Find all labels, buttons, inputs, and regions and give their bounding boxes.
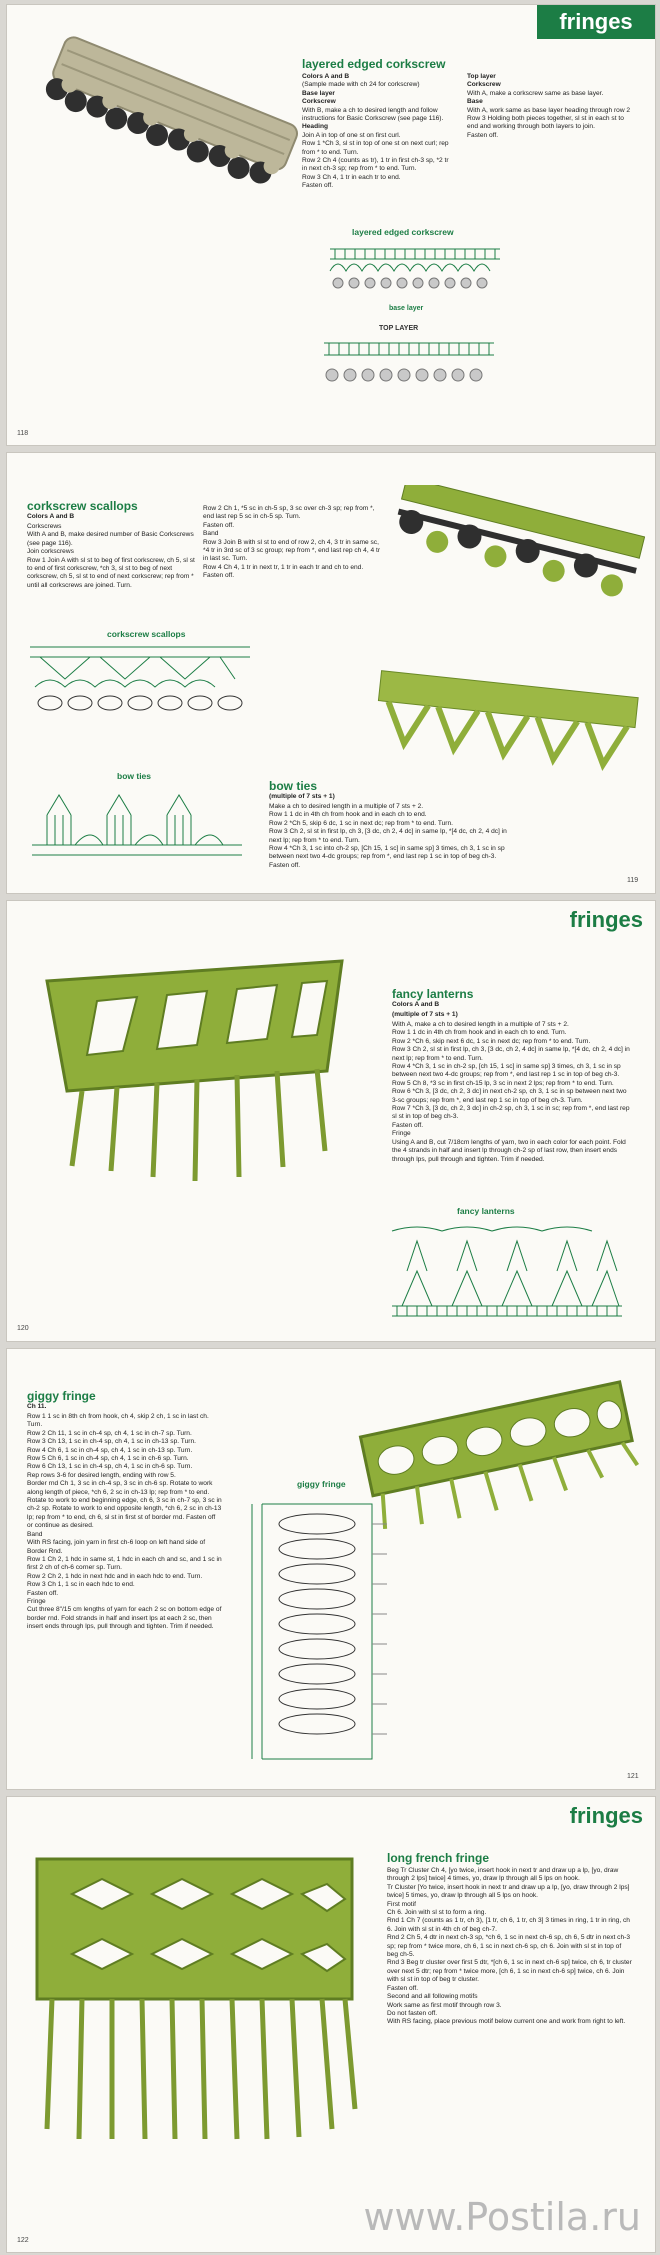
bow-ties-chart xyxy=(27,785,247,865)
pattern-title: long french fringe xyxy=(387,1851,489,1865)
base-heading: Base xyxy=(467,98,483,106)
page-number: 118 xyxy=(17,430,29,437)
chart-caption: layered edged corkscrew xyxy=(352,227,454,237)
corkscrew-heading: Corkscrew xyxy=(302,98,336,106)
row-2: Row 2 Ch 4 (counts as tr), 1 tr in first ch-3 sp, *2 tr in next ch-3 sp; rep from * to end. Turn. xyxy=(302,157,449,173)
sample-note: (Sample made with ch 24 for corkscrew) xyxy=(302,81,420,89)
layered-corkscrew-chart-top xyxy=(319,335,499,400)
giggy-fringe-chart xyxy=(242,1494,392,1769)
base-text: With A, work same as base layer heading through row 2 xyxy=(467,106,631,114)
page-number: 119 xyxy=(627,877,639,884)
page-122 xyxy=(6,1796,656,2253)
chart-label-base: base layer xyxy=(389,305,424,312)
pattern-instructions-col2 xyxy=(467,73,632,140)
page-119 xyxy=(6,452,656,894)
colors-label: Colors A and B xyxy=(27,513,75,520)
pattern-instructions-col1 xyxy=(302,73,452,191)
chart-caption-bow-ties: bow ties xyxy=(117,771,152,781)
page-number: 122 xyxy=(17,2237,29,2244)
page-121 xyxy=(6,1348,656,1790)
instructions-col2: Row 2 Ch 1, *5 sc in ch-5 sp, 3 sc over ch-3 sp; rep from *, end last rep 5 sc in ch-5 sp. Turn. Fasten off. Band Row 3 Join B with sl st to end of row 2, ch 4, 3 tr in same sc, *4 tr in 3rd sc of 3 sc group; rep from *, end last rep ch 4, 4 tr in last sc. Turn. Row 4 Ch 4, 1 tr in next tr, 1 tr in each tr and ch to end. Fasten off. xyxy=(203,505,381,580)
row-1: Row 1 *Ch 3, sl st in top of one st on next curl; rep from * to end. Turn. xyxy=(302,140,449,156)
pattern-title: fancy lanterns xyxy=(392,987,474,1001)
bow-ties-multiple: (multiple of 7 sts + 1) xyxy=(269,793,335,800)
row-3-join: Row 3 Holding both pieces together, sl st in each st to end and working through both layers to join. xyxy=(467,115,624,131)
colors-label: Colors A and B xyxy=(392,1001,440,1008)
layered-corkscrew-chart-base xyxy=(325,241,505,301)
page-number: 121 xyxy=(627,1773,639,1780)
chart-label-top: TOP LAYER xyxy=(379,325,419,332)
section-header: fringes xyxy=(569,1803,643,1828)
bow-ties-title: bow ties xyxy=(269,779,318,793)
pattern-instructions: Row 1 1 sc in 8th ch from hook, ch 4, skip 2 ch, 1 sc in last ch. Turn. Row 2 Ch 11, 1 sc in ch-4 sp, ch 4, 1 sc in ch-7 sp. Turn. Row 3 Ch 13, 1 sc in ch-4 sp, ch 4, 1 sc in ch-13 sp. Turn. Row 4 Ch 6, 1 sc in ch-4 sp, ch 4, 1 sc in ch-13 sp. Turn. Row 5 Ch 6, 1 sc in ch-4 sp, ch 4, 1 sc in ch-6 sp. Turn. Row 6 Ch 13, 1 sc in ch-4 sp, ch 4, 1 sc in ch-6 sp. Turn. Rep rows 3-6 for desired length, ending with row 5. Border rnd Ch 1, 3 sc in ch-4 sp, 3 sc in ch-6 sp. Rotate to work along length of piece, *ch 6, 2 sc in ch-13 lp; rep from * to end. Rotate to work to end beginning edge, ch 6, 3 sc in ch-7 sp, 3 sc in ch-2 sp. Rotate to work to end opposite length, *ch 6, 2 sc in ch-13 lp; rep from * to end, ch 6, sl st in first st of border rnd. Fasten off or continue as desired. Band With RS facing, join yarn in first ch-6 loop on left hand side of Border Rnd. Row 1 Ch 2, 1 hdc in same st, 1 hdc in each ch and sc, and 1 sc in first 2 ch of ch-6 corner sp. Turn. Row 2 Ch 2, 1 hdc in next hdc and in each hdc to end. Turn. Row 3 Ch 1, 1 sc in each hdc to end. Fasten off. Fringe Cut three 8"/15 cm lengths of yarn for each 2 sc on bottom edge of border rnd. Fold strands in half and insert lps at each 2 sc, then insert ends through lps, pull through and tighten. Trim if needed. xyxy=(27,1413,222,1631)
layered-corkscrew-photo xyxy=(17,35,302,245)
fasten-off-2: Fasten off. xyxy=(467,131,499,139)
corkscrew-scallops-chart xyxy=(25,641,255,723)
section-header: fringes xyxy=(537,5,655,39)
long-french-fringe-photo xyxy=(27,1839,362,2149)
chart-caption-scallops: corkscrew scallops xyxy=(107,629,186,639)
base-layer-heading: Base layer xyxy=(302,89,335,97)
giggy-fringe-photo xyxy=(347,1379,647,1529)
heading-text: Join A in top of one st on first curl. xyxy=(302,131,401,139)
pattern-title: corkscrew scallops xyxy=(27,499,138,513)
fasten-off: Fasten off. xyxy=(302,182,334,190)
pattern-instructions: Beg Tr Cluster Ch 4, [yo twice, insert hook in next tr and draw up a lp, [yo, draw through 2 lps] twice] 4 times, yo, draw lp through all 5 lps on hook. Tr Cluster [Yo twice, insert hook in next tr and draw up a lp, [yo, draw through 2 lps] twice] 5 times, yo, draw lp through all 5 lps on hook. First motif Ch 6. Join with sl st to form a ring. Rnd 1 Ch 7 (counts as 1 tr, ch 3), [1 tr, ch 6, 1 tr, ch 3] 3 times in ring, 1 tr in ring, ch 6. Join with sl st in 4th ch of beg ch-7. Rnd 2 Ch 5, 4 dtr in next ch-3 sp, *ch 6, 1 sc in next ch-6 sp, ch 6, 5 dtr in next ch-3 sp; rep from * twice more, ch 6, 1 sc in next ch-6 sp, ch 6. Join with sl st in top of beg ch-5. Rnd 3 Beg tr cluster over first 5 dtr, *[ch 6, 1 sc in next ch-6 sp] twice, ch 6, tr cluster over next 5 dtr; rep from * twice more, [ch 6, 1 sc in next ch-6 sp] twice, ch 6. Join with sl st in top of beg tr cluster. Fasten off. Second and all following motifs Work same as first motif through row 3. Do not fasten off. With RS facing, place previous motif below current one and work from right to left. xyxy=(387,1867,632,2026)
section-header: fringes xyxy=(569,907,643,932)
watermark: www.Postila.ru xyxy=(363,2195,641,2239)
corkscrew-text: With B, make a ch to desired length and follow instructions for Basic Corkscrew (see page 116). xyxy=(302,106,444,123)
row-3: Row 3 Ch 4, 1 tr in each tr to end. xyxy=(302,173,401,181)
pattern-title: giggy fringe xyxy=(27,1389,96,1403)
top-corkscrew-text: With A, make a corkscrew same as base layer. xyxy=(467,89,604,97)
chart-caption: giggy fringe xyxy=(297,1479,346,1489)
fancy-lanterns-chart xyxy=(387,1221,627,1331)
fancy-lanterns-photo xyxy=(27,941,362,1201)
page-number: 120 xyxy=(17,1325,29,1332)
top-layer-heading: Top layer xyxy=(467,73,496,80)
chart-caption: fancy lanterns xyxy=(457,1206,515,1216)
page-118 xyxy=(6,4,656,446)
top-corkscrew-heading: Corkscrew xyxy=(467,81,501,89)
bow-ties-photo xyxy=(367,659,645,784)
colors-label: Colors A and B xyxy=(302,73,350,80)
bow-ties-instructions: Make a ch to desired length in a multiple of 7 sts + 2. Row 1 1 dc in 4th ch from hook and in each ch to end. Row 2 *Ch 5, skip 6 dc, 1 sc in next dc; rep from * to end. Turn. Row 3 Ch 2, sl st in first lp, ch 3, [3 dc, ch 2, 4 dc] in same lp, *[4 dc, ch 2, 4 dc] in next lp; rep from * to end. Turn. Row 4 *Ch 3, 1 sc into ch-2 sp, [Ch 15, 1 sc] in same sp] 3 times, ch 3, 1 sc in sp between next two 4-dc groups; rep from *, end last rep 1 sc in top of beg ch-3. Fasten off. xyxy=(269,803,507,869)
corkscrew-scallops-photo xyxy=(375,485,645,635)
multiple-note: (multiple of 7 sts + 1) xyxy=(392,1011,458,1018)
pattern-title: layered edged corkscrew xyxy=(302,57,446,71)
page-120 xyxy=(6,900,656,1342)
instructions-col1: Corkscrews With A and B, make desired number of Basic Corkscrews (see page 116). Join corkscrews Row 1 Join A with sl st to beg of first corkscrew, ch 5, sl st to end of first corkscrew, *ch 3, sl st to beg of next corkscrew, ch 5, sl st to end of next corkscrew; rep from * until all corkscrews are joined. Turn. xyxy=(27,523,195,589)
chain-start: Ch 11. xyxy=(27,1403,47,1410)
pattern-instructions: With A, make a ch to desired length in a multiple of 7 sts + 2. Row 1 1 dc in 4th ch from hook and in each ch to end. Turn. Row 2 *Ch 6, skip next 6 dc, 1 sc in next dc; rep from * to end. Turn. Row 3 Ch 2, sl st in first lp, ch 3, [3 dc, ch 2, 4 dc] in same lp, *[4 dc, ch 2, 4 dc] in next lp; rep from * to end. Turn. Row 4 *Ch 3, 1 sc in ch-2 sp, [ch 15, 1 sc] in same sp] 3 times, ch 3, 1 sc in sp between next two 4-dc groups; rep from *, end last rep 1 sc in top of beg ch-3. Row 5 Ch 8, *3 sc in first ch-15 lp, 3 sc in next 2 lps; rep from * to end. Turn. Row 6 *Ch 3, [3 dc, ch 2, 3 dc] in next ch-2 sp, ch 3, 1 sc in sp between next two 3-sc groups; rep from *, end last rep 1 sc in top of beg ch-3. Turn. Row 7 *Ch 3, [3 dc, ch 2, 3 dc] in ch-2 sp, ch 3, 1 sc in sc; rep from *, end last rep sl st in top of beg ch-3. Fasten off. Fringe Using A and B, cut 7/18cm lengths of yarn, two in each color for each point. Fold the 4 strands in half and insert lp through ch-2 sp of last row, then insert ends through lps, pull through and tighten. Trim if needed. xyxy=(392,1021,630,1163)
heading-heading: Heading xyxy=(302,123,329,131)
